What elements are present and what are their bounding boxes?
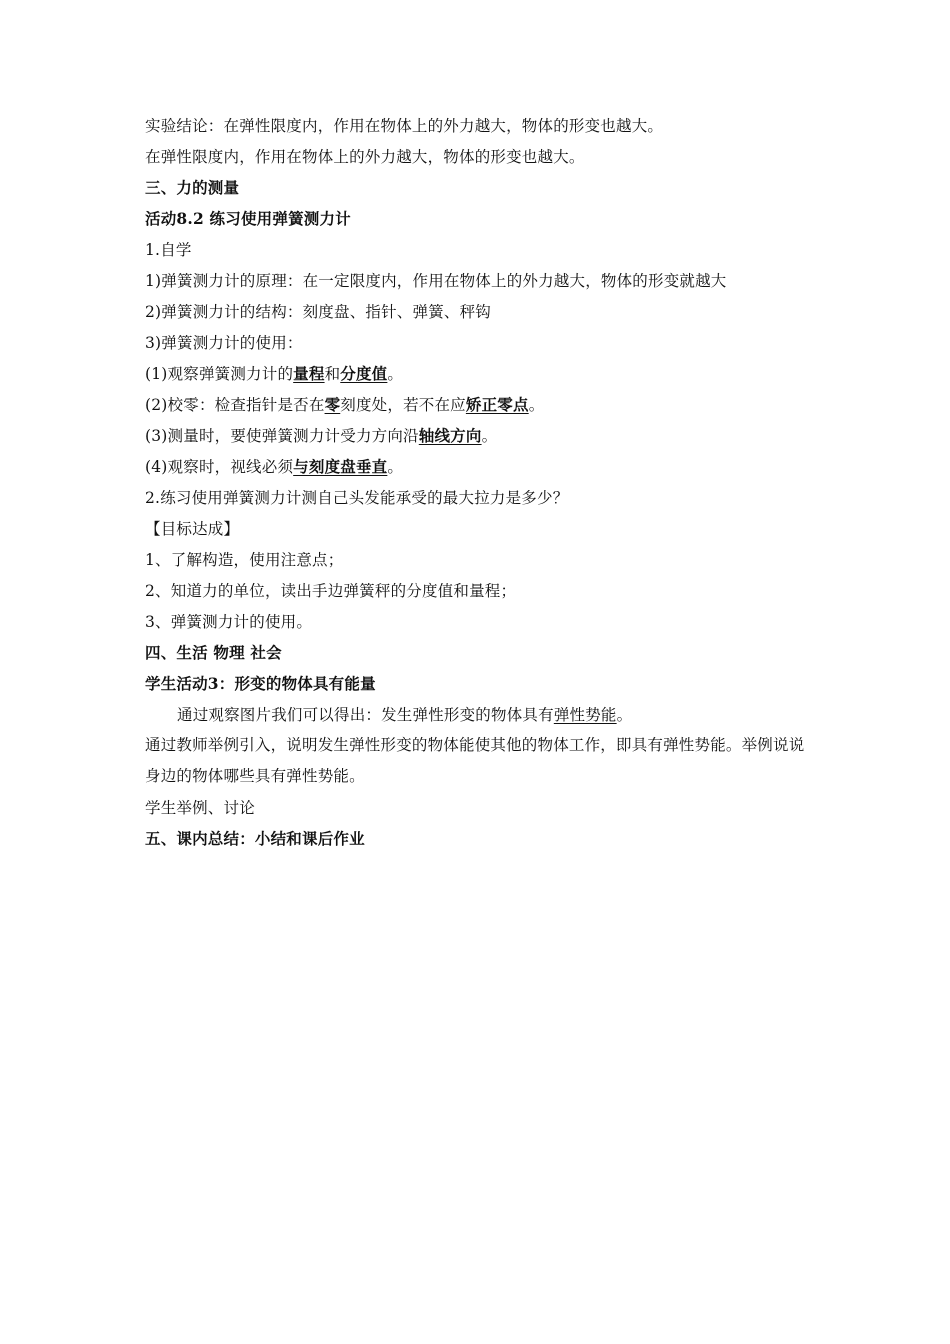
usage-step-1 xyxy=(145,362,805,393)
usage-step-3 xyxy=(145,424,805,455)
student-discussion: 学生举例、讨论 xyxy=(145,799,255,817)
principle-line: 1)弹簧测力计的原理：在一定限度内，作用在物体上的外力越大，物体的形变就越大 xyxy=(145,272,727,290)
usage-step-1-pre: (1)观察弹簧测力计的 xyxy=(145,365,294,383)
usage-step-2-zero: 零 xyxy=(324,395,341,414)
usage-step-4-pre: (4)观察时，视线必须 xyxy=(145,458,294,476)
usage-step-2-correct: 矫正零点 xyxy=(465,395,529,414)
structure-line: 2)弹簧测力计的结构：刻度盘、指针、弹簧、秤钩 xyxy=(145,303,492,321)
usage-line: 3)弹簧测力计的使用： xyxy=(145,334,303,352)
usage-step-4-post: 。 xyxy=(387,458,404,476)
document-body xyxy=(145,114,805,858)
usage-step-2-pre: (2)校零：检查指针是否在 xyxy=(145,396,325,414)
observation-elastic-energy: 弹性势能 xyxy=(553,706,617,724)
practice-question: 2.练习使用弹簧测力计测自己头发能承受的最大拉力是多少？ xyxy=(145,489,569,507)
goal-item-2: 2、知道力的单位，读出手边弹簧秤的分度值和量程； xyxy=(145,582,517,600)
teacher-example-paragraph: 通过教师举例引入，说明发生弹性形变的物体能使其他的物体工作，即具有弹性势能。举例说说身边的物体哪些具有弹性势能。 xyxy=(145,736,805,785)
usage-step-1-range: 量程 xyxy=(293,364,325,383)
activity-heading: 活动8.2 练习使用弹簧测力计 xyxy=(145,209,351,228)
goal-heading: 【目标达成】 xyxy=(145,520,240,538)
section-heading-3: 三、力的测量 xyxy=(145,178,240,197)
section-heading-4: 四、生活 物理 社会 xyxy=(145,643,282,662)
usage-step-3-pre: (3)测量时，要使弹簧测力计受力方向沿 xyxy=(145,427,419,445)
section-heading-5: 五、课内总结：小结和课后作业 xyxy=(145,829,365,848)
observation-post: 。 xyxy=(616,706,633,724)
usage-step-2 xyxy=(145,393,805,424)
self-study-heading: 1.自学 xyxy=(145,241,192,259)
observation-pre: 通过观察图片我们可以得出：发生弹性形变的物体具有 xyxy=(177,706,554,724)
usage-step-1-division: 分度值 xyxy=(340,364,388,383)
usage-step-4 xyxy=(145,455,805,486)
activity-3-heading: 学生活动3：形变的物体具有能量 xyxy=(145,674,376,693)
usage-step-2-post: 。 xyxy=(528,396,545,414)
usage-step-3-post: 。 xyxy=(481,427,498,445)
usage-step-2-mid: 刻度处，若不在应 xyxy=(340,396,466,414)
goal-item-1: 1、了解构造，使用注意点； xyxy=(145,551,344,569)
goal-item-3: 3、弹簧测力计的使用。 xyxy=(145,613,313,631)
usage-step-3-axis: 轴线方向 xyxy=(418,426,482,445)
usage-step-1-mid: 和 xyxy=(324,365,341,383)
conclusion-restated: 在弹性限度内，作用在物体上的外力越大，物体的形变也越大。 xyxy=(145,148,585,166)
usage-step-4-perpendicular: 与刻度盘垂直 xyxy=(293,457,388,476)
usage-step-1-post: 。 xyxy=(387,365,404,383)
experiment-conclusion: 实验结论：在弹性限度内，作用在物体上的外力越大，物体的形变也越大。 xyxy=(145,117,664,135)
